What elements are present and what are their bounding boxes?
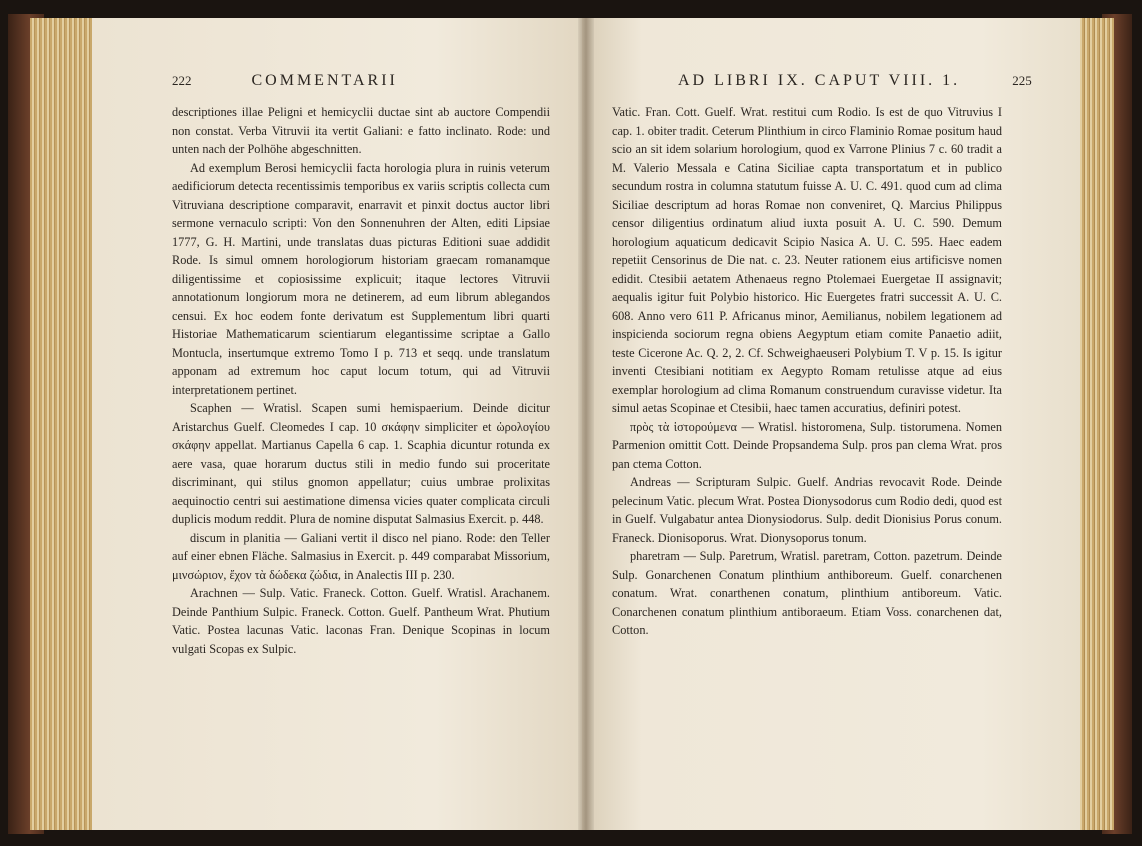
left-body-text	[172, 103, 550, 658]
left-paragraph-2: Ad exemplum Berosi hemicyclii facta horologia plura in ruinis veterum aedificiorum detecta recentissimis temporibus ex variis scriptis collecta cum Vitruviana descriptione comparavit, enarravit et pinxit doctus auctor libri sermone vernaculo scripti: Von den Sonnenuhren der Alten, editi Lipsiae 1777, G. H. Martini, unde translatas duas picturas Editioni suae addidit Rode. Is simul omnem horologiorum historiam graecam romanamque diligentissime et copiosissime explicuit; itaque lectores Vitruvii annotationum longiorum mora ne detinerem, ad eum librum ablegandos censui. Ex hoc eodem fonte derivatum est Supplementum libri quarti Historiae Mathematicarum scientiarum elegantissime scriptae a Gallo Montucla, insertumque extremo Tomo I p. 713 et seqq. unde translatum apponam ad extremum hoc caput locum totum, qui ad Vitruvii interpretationem pertinet.	[172, 160, 550, 397]
left-page-number: 222	[172, 73, 192, 88]
right-paragraph-4: pharetram — Sulp. Paretrum, Wratisl. paretram, Cotton. pazetrum. Deinde Sulp. Gonarchenen Conatum plinthium anthiboreum. Guelf. conarchenen conatum. Wrat. conarthenen conatum, plinthium antiboreum. Vatic. Conarchenen conatum plinthium antiboraeum. Etiam Voss. conarchenen dat, Cotton.	[612, 549, 1002, 637]
right-page	[582, 18, 1080, 830]
page-edges-right	[1080, 18, 1114, 830]
right-body-text	[612, 103, 1002, 640]
right-running-head	[678, 72, 1032, 90]
right-head-title: AD LIBRI IX. CAPUT VIII. 1.	[678, 72, 961, 89]
left-paragraph-3: Scaphen — Wratisl. Scapen sumi hemispaerium. Deinde dicitur Aristarchus Guelf. Cleomedes I cap. 10 σκάφην simpliciter et ὡρολογίου σκάφην appellat. Martianus Capella 6 cap. 1. Scaphia dicuntur rotunda ex aere vasa, quae horarum ductus stili in medio fundo sui proceritate discriminant, qui stilus gnomon appellatur; cuius umbrae prolixitas aequinoctio centri sui aestimatione dimensa vicies quater complicata circuli duplicis modum reddit. Plura de nomine disputat Salmasius Exercit. p. 448.	[172, 401, 550, 526]
left-paragraph-4: discum in planitia — Galiani vertit il disco nel piano. Rode: den Teller auf einer ebnen Fläche. Salmasius in Exercit. p. 449 comparabat Missorium, μινσώριον, ἔχον τὰ δώδεκα ζώδια, in Analectis III p. 230.	[172, 530, 550, 582]
right-paragraph-2: πρὸς τὰ ἱστορούμενα — Wratisl. historomena, Sulp. tistorumena. Nomen Parmenion omittit Cott. Deinde Propsandema Sulp. pros pan clema Wrat. pros pan ctema Cotton.	[612, 419, 1002, 471]
right-page-number: 225	[1012, 73, 1032, 88]
left-paragraph-1: descriptiones illae Peligni et hemicyclii ductae sint ab auctore Compendii non constat. Verba Vitruvii ita vertit Galiani: e fatto inclinato. Rode: und unten nach der Polhöhe abgeschnitten.	[172, 105, 550, 156]
left-paragraph-5: Arachnen — Sulp. Vatic. Franeck. Cotton. Guelf. Wratisl. Arachanem. Deinde Panthium Sulpic. Franeck. Cotton. Guelf. Pantheum Wrat. Phutium Vatic. Postea lacunas Vatic. laconas Fran. Denique Scopinas in locum vulgati Scopas ex Sulpic.	[172, 586, 550, 656]
left-page	[92, 18, 582, 830]
left-head-title: COMMENTARII	[251, 72, 398, 89]
left-running-head	[172, 72, 398, 90]
book-gutter	[578, 18, 594, 830]
page-edges-left	[30, 18, 92, 830]
right-paragraph-3: Andreas — Scripturam Sulpic. Guelf. Andrias revocavit Rode. Deinde pelecinum Vatic. plecum Wrat. Postea Dionysodorus cum Rodio dedi, quod est in Guelf. Vulgabatur antea Dionysiodorus. Sulp. dedit Dionisius Porus conum. Franeck. Dionisoporus. Wrat. Dionysoporus tonum.	[612, 475, 1002, 545]
right-paragraph-1: Vatic. Fran. Cott. Guelf. Wrat. restitui cum Rodio. Is est de quo Vitruvius I cap. 1. obiter tradit. Ceterum Plinthium in circo Flaminio Romae positum haud scio an sit idem solarium horologium, quod ex Varrone Plinius 7 c. 60 tradit a M. Valerio Messala e Catina Siciliae capta transportatum et in publico secundum rostra in columna statutum fuisse A. U. C. 491. quod cum ad clima Siciliae descriptum ad horas Romae non conveniret, Q. Marcius Philippus censor diligentius ordinatum aliud iuxta posuit A. U. C. 590. Demum horologium aquaticum dedicavit Scipio Nasica A. U. C. 595. Haec eadem repetiit Censorinus de Die nat. c. 23. Neuter rationem eius artificisve nomen edidit. Ctesibii aetatem Athenaeus regno Ptolemaei Euergetae II assignavit; aequalis igitur fuit Polybio historico. Hic Euergetes fratri successit A. U. C. 608. Anno vero 611 P. Africanus minor, Aemilianus, nobilem legationem ad inspicienda sociorum regna obiens Aegyptum etiam comite Panaetio adiit, teste Cicerone Ac. Q. 2, 2. Cf. Schweighaeuseri Polybium T. V p. 15. Is igitur inventi Ctesibiani notitiam ex Aegypto Romam retulisse atque ad eius exemplar horologium ad clima Romanum construendum curavisse videtur. Ita simul aetas Scopinae et Ctesibii, haec tamen accuratius, definiri potest.	[612, 105, 1002, 415]
